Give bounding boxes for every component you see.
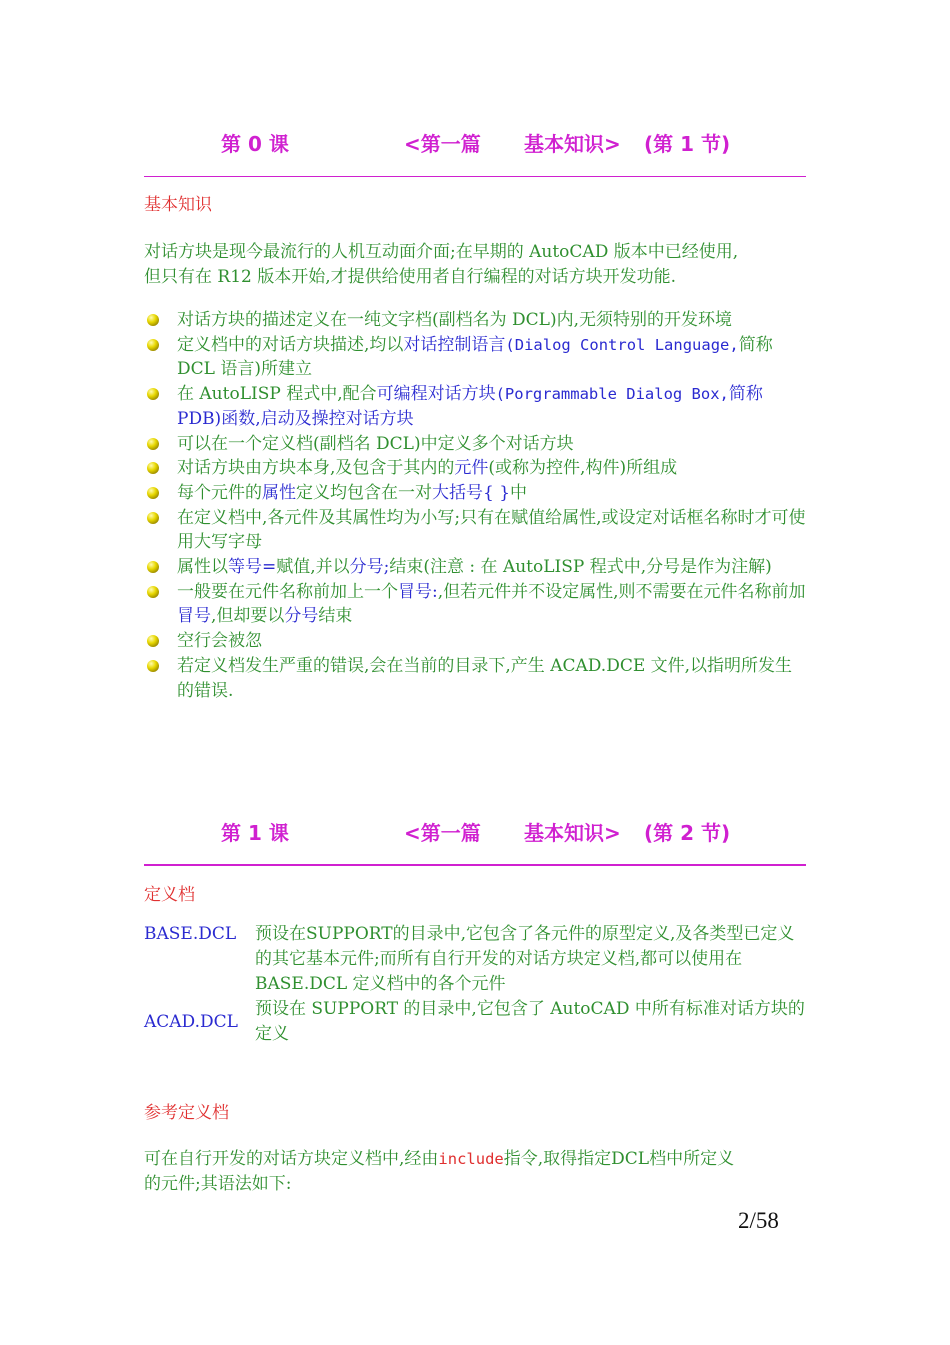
section-label: (第 1 节) xyxy=(644,132,731,156)
reference-line: 的元件;其语法如下: xyxy=(144,1174,292,1194)
intro-paragraph xyxy=(144,240,808,290)
list-item: 属性以等号=赋值,并以分号;结束(注意 : 在 AutoLISP 程式中,分号是作为注解) xyxy=(144,555,808,580)
lesson-1-header xyxy=(144,817,806,857)
bullet-icon xyxy=(147,512,159,524)
list-item: 可以在一个定义档(副档名 DCL)中定义多个对话方块 xyxy=(144,432,808,457)
list-item: 在 AutoLISP 程式中,配合可编程对话方块(Porgrammable Dialog Box,简称 PDB)函数,启动及操控对话方块 xyxy=(144,382,808,431)
definition-term: BASE.DCL xyxy=(144,924,237,944)
topic-label: 基本知识> xyxy=(524,821,621,845)
bullet-icon xyxy=(147,314,159,326)
lesson-number: 第 0 课 xyxy=(221,132,289,156)
list-item: 定义档中的对话方块描述,均以对话控制语言(Dialog Control Language,简称 DCL 语言)所建立 xyxy=(144,333,808,382)
definition-description: 预设在SUPPORT的目录中,它包含了各元件的原型定义,及各类型已定义的其它基本元件;而所有自行开发的对话方块定义档,都可以使用在 BASE.DCL 定义档中的各个元件 xyxy=(255,924,795,994)
reference-paragraph xyxy=(144,1147,808,1197)
section-title-definition-files: 定义档 xyxy=(144,885,195,905)
list-item: 空行会被忽 xyxy=(144,629,808,654)
header-divider xyxy=(144,176,806,177)
intro-line: 但只有在 R12 版本开始,才提供给使用者自行编程的对话方块开发功能. xyxy=(144,267,677,287)
section-title-basic: 基本知识 xyxy=(144,195,212,215)
section-title-reference: 参考定义档 xyxy=(144,1103,229,1123)
lesson-number: 第 1 课 xyxy=(221,821,289,845)
bullet-list xyxy=(144,308,808,703)
page-number: 2/58 xyxy=(738,1208,779,1233)
part-label: <第一篇 xyxy=(404,132,481,156)
bullet-icon xyxy=(147,487,159,499)
list-item: 每个元件的属性定义均包含在一对大括号{ }中 xyxy=(144,481,808,506)
list-item: 对话方块由方块本身,及包含于其内的元件(或称为控件,构件)所组成 xyxy=(144,456,808,481)
list-item: 对话方块的描述定义在一纯文字档(副档名为 DCL)内,无须特别的开发环境 xyxy=(144,308,808,333)
definition-row-base xyxy=(144,922,808,997)
bullet-icon xyxy=(147,561,159,573)
header-divider xyxy=(144,864,806,866)
bullet-icon xyxy=(147,388,159,400)
list-item: 在定义档中,各元件及其属性均为小写;只有在赋值给属性,或设定对话框名称时才可使用大写字母 xyxy=(144,506,808,555)
bullet-icon xyxy=(147,339,159,351)
lesson-0-header xyxy=(144,128,806,168)
bullet-icon xyxy=(147,438,159,450)
bullet-icon xyxy=(147,635,159,647)
section-label: (第 2 节) xyxy=(644,821,731,845)
bullet-icon xyxy=(147,660,159,672)
definition-description: 预设在 SUPPORT 的目录中,它包含了 AutoCAD 中所有标准对话方块的定义 xyxy=(255,999,805,1044)
list-item: 一般要在元件名称前加上一个冒号:,但若元件并不设定属性,则不需要在元件名称前加冒号,但却要以分号结束 xyxy=(144,580,808,629)
bullet-icon xyxy=(147,462,159,474)
reference-line: 可在自行开发的对话方块定义档中,经由include指令,取得指定DCL档中所定义 xyxy=(144,1149,735,1169)
bullet-icon xyxy=(147,586,159,598)
part-label: <第一篇 xyxy=(404,821,481,845)
list-item: 若定义档发生严重的错误,会在当前的目录下,产生 ACAD.DCE 文件,以指明所发生的错误. xyxy=(144,654,808,703)
definition-term: ACAD.DCL xyxy=(144,1012,238,1032)
definition-row-acad xyxy=(144,997,808,1047)
topic-label: 基本知识> xyxy=(524,132,621,156)
intro-line: 对话方块是现今最流行的人机互动面介面;在早期的 AutoCAD 版本中已经使用, xyxy=(144,242,739,262)
